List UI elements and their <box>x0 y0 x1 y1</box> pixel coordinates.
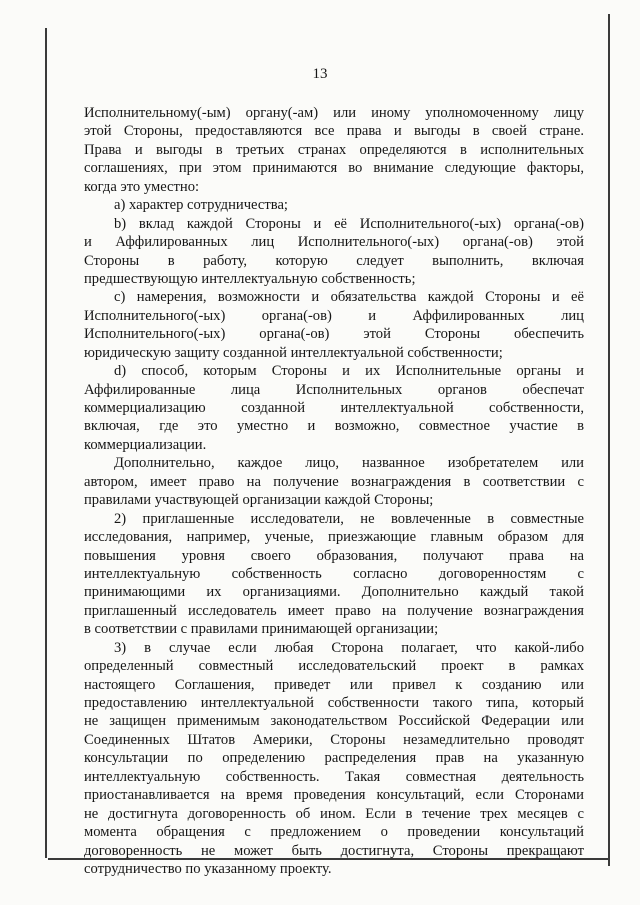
text-line: Исполнительного(-ых) органа(-ов) этой Стороны обеспечить <box>84 326 584 343</box>
text-line: не достигнута договоренность об ином. Если в течение трех месяцев с <box>84 805 584 822</box>
text-line: момента обращения с предложением о проведении консультаций <box>84 824 584 841</box>
page-border-right <box>608 14 610 866</box>
text-line: 3) в случае если любая Сторона полагает, что какой-либо <box>114 639 584 656</box>
page-number: 13 <box>312 66 328 82</box>
text-line: сотрудничество по указанному проекту. <box>84 860 332 877</box>
text-line: коммерциализации. <box>84 436 207 453</box>
text-line: определенный совместный исследовательский проект в рамках <box>84 658 584 675</box>
text-line: когда это уместно: <box>84 178 200 195</box>
text-line: повышения уровня своего образования, получают права на <box>84 547 584 564</box>
text-line: Исполнительному(-ым) органу(-ам) или иному уполномоченному лицу <box>84 105 584 121</box>
text-line: включая, где это уместно и возможно, совместное участие в <box>84 418 584 435</box>
text-line: Дополнительно, каждое лицо, названное изобретателем или <box>114 455 584 472</box>
text-line: правилами участвующей организации каждой Стороны; <box>84 492 434 509</box>
text-line: Соединенных Штатов Америки, Стороны незамедлительно проводят <box>84 731 584 748</box>
page-border-left <box>45 28 47 858</box>
text-line: интеллектуальную собственность согласно договоренностям с <box>84 565 584 582</box>
text-line: не защищен применимым законодательством Российской Федерации или <box>84 713 584 730</box>
document-body <box>84 104 584 878</box>
text-line: этой Стороны, предоставляются все права и выгоды в своей стране. <box>84 123 584 140</box>
text-line: 2) приглашенные исследователи, не вовлеченные в совместные <box>114 510 584 527</box>
text-line: c) намерения, возможности и обязательства каждой Стороны и её <box>114 289 584 306</box>
text-line: настоящего Соглашения, приведет или привел к созданию или <box>84 676 584 693</box>
text-line: консультации по определению распределения прав на указанную <box>84 750 584 767</box>
text-line: b) вклад каждой Стороны и её Исполнительного(-ых) органа(-ов) <box>114 215 584 232</box>
text-line: Исполнительного(-ых) органа(-ов) и Аффилированных лиц <box>84 307 584 324</box>
text-line: коммерциализацию созданной интеллектуальной собственности, <box>84 400 584 416</box>
text-line: предшествующую интеллектуальную собственность; <box>84 270 416 287</box>
text-line: интеллектуальную собственность. Такая совместная деятельность <box>84 768 584 785</box>
text-line: исследования, например, ученые, приезжающие главным образом для <box>84 529 584 546</box>
text-line: автором, имеет право на получение вознаграждения в соответствии с <box>84 473 584 490</box>
text-line: и Аффилированных лиц Исполнительного(-ых) органа(-ов) этой <box>84 234 584 251</box>
text-line: юридическую защиту созданной интеллектуальной собственности; <box>84 344 503 361</box>
text-line: d) способ, которым Стороны и их Исполнительные органы и <box>114 363 584 380</box>
text-line: предоставлению интеллектуальной собственности такого типа, который <box>84 695 584 711</box>
text-line: Аффилированные лица Исполнительных органов обеспечат <box>84 381 584 398</box>
text-line: принимающими их организациями. Дополнительно каждый такой <box>84 584 584 601</box>
text-line: приглашенный исследователь имеет право на получение вознаграждения <box>84 602 584 619</box>
text-line: в соответствии с правилами принимающей организации; <box>84 621 439 638</box>
text-line: Права и выгоды в третьих странах определяются в исполнительных <box>84 141 584 158</box>
text-line: Стороны в работу, которую следует выполнить, включая <box>84 252 584 269</box>
text-line: приостанавливается на время проведения консультаций, если Сторонами <box>84 787 584 804</box>
text-line: а) характер сотрудничества; <box>114 197 288 214</box>
text-line: соглашениях, при этом принимаются во внимание следующие факторы, <box>84 160 584 177</box>
text-line: договоренность не может быть достигнута, Стороны прекращают <box>84 842 584 859</box>
